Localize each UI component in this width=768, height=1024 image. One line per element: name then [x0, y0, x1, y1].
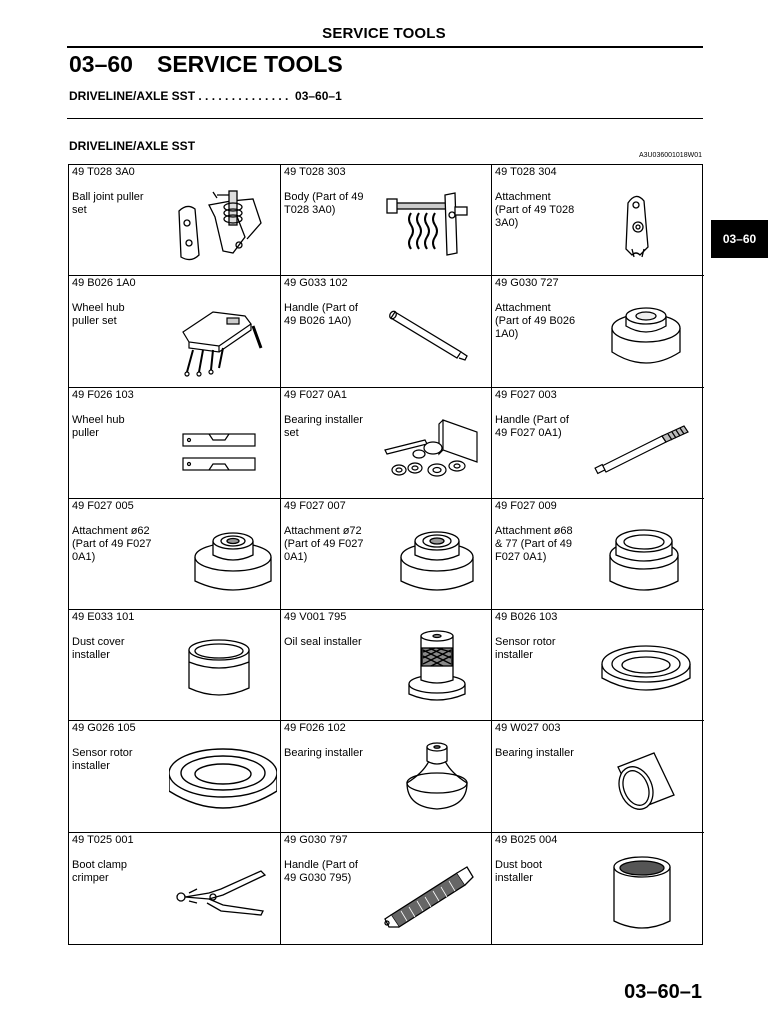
tool-part-number: 49 F027 007: [284, 499, 346, 512]
tool-part-number: 49 G030 797: [284, 833, 348, 846]
tool-cell: [69, 610, 281, 721]
tool-part-number: 49 G033 102: [284, 277, 348, 290]
tool-name: Attachment ø62 (Part of 49 F027 0A1): [72, 524, 152, 563]
page-header-title: SERVICE TOOLS: [322, 25, 446, 42]
tool-name: Attachment ø68 & 77 (Part of 49 F027 0A1): [495, 524, 573, 563]
header-rule: [67, 46, 703, 48]
page-number: 03–60–1: [624, 981, 702, 1003]
tool-name: Attachment (Part of 49 B026 1A0): [495, 302, 576, 341]
section-side-tab: 03–60: [711, 220, 768, 258]
tool-part-number: 49 T028 303: [284, 166, 346, 178]
section-divider: [67, 118, 703, 119]
tool-cell: [69, 833, 281, 944]
tool-part-number: 49 W027 003: [495, 722, 561, 735]
tool-part-number: 49 F026 102: [284, 722, 346, 735]
tool-name: Body (Part of 49 T028 3A0): [284, 191, 364, 216]
toc-entry[interactable]: DRIVELINE/AXLE SST . . . . . . . . . . . . . . 03–60–1: [69, 89, 342, 103]
tool-name: Bearing installer: [284, 747, 363, 760]
tool-part-number: 49 B026 1A0: [72, 277, 136, 290]
tool-cell: [281, 276, 492, 387]
tool-part-number: 49 G030 727: [495, 277, 559, 290]
tool-cell: [69, 165, 281, 276]
tool-part-number: 49 T028 304: [495, 166, 557, 178]
tool-name: Handle (Part of 49 F027 0A1): [495, 413, 569, 439]
tool-part-number: 49 B026 103: [495, 611, 558, 624]
tool-cell: [281, 610, 492, 721]
tool-cell: [69, 388, 281, 499]
tool-cell: [492, 388, 704, 499]
tool-cell: [281, 499, 492, 610]
section-number: 03–60: [69, 51, 133, 77]
tool-name: Sensor rotor installer: [495, 636, 556, 662]
tool-cell: [492, 165, 704, 276]
bearing-installer-icon: [381, 733, 489, 829]
wheel-hub-puller-set-icon: [169, 288, 277, 384]
tool-name: Boot clamp crimper: [72, 858, 128, 884]
knurled-handle-icon: [592, 400, 700, 496]
tool-name: Bearing installer set: [284, 413, 363, 439]
tool-cell: [69, 721, 281, 832]
tool-part-number: 49 F027 003: [495, 388, 557, 401]
tool-name: Wheel hub puller: [72, 413, 125, 439]
tool-cell: [281, 721, 492, 832]
figure-code: A3U036001018W01: [638, 152, 702, 159]
tool-part-number: 49 G026 105: [72, 722, 136, 735]
tool-name: Dust boot installer: [495, 858, 543, 884]
crimper-pliers-icon: [169, 845, 277, 941]
tool-cell: [492, 721, 704, 832]
knurled-grip-handle-icon: [381, 845, 489, 941]
attachment-72-icon: [381, 511, 489, 607]
tool-part-number: 49 B025 004: [495, 833, 558, 846]
tool-cell: [281, 165, 492, 276]
tool-cell: [281, 388, 492, 499]
section-heading: [69, 51, 343, 78]
section-title: SERVICE TOOLS: [157, 51, 343, 77]
tool-cell: [492, 610, 704, 721]
puller-attachment-icon: [592, 177, 700, 273]
tool-part-number: 49 F026 103: [72, 388, 134, 401]
tool-name: Dust cover installer: [72, 636, 125, 662]
tool-name: Ball joint puller set: [72, 191, 144, 216]
ring-attachment-icon: [592, 288, 700, 384]
tool-name: Wheel hub puller set: [72, 302, 125, 328]
tool-name: Handle (Part of 49 B026 1A0): [284, 302, 358, 328]
tool-name: Sensor rotor installer: [72, 747, 133, 773]
tool-name: Bearing installer: [495, 747, 574, 760]
service-tools-table: [68, 164, 703, 945]
bearing-installer-set-icon: [381, 400, 489, 496]
sensor-rotor-ring-icon: [592, 622, 700, 718]
tool-name: Attachment ø72 (Part of 49 F027 0A1): [284, 524, 364, 563]
oil-seal-installer-icon: [381, 622, 489, 718]
tool-cell: [281, 833, 492, 944]
tool-cell: [492, 276, 704, 387]
ball-joint-puller-icon: [169, 177, 277, 273]
tool-part-number: 49 T028 3A0: [72, 166, 135, 178]
sleeve-icon: [592, 733, 700, 829]
dust-boot-installer-icon: [592, 845, 700, 941]
puller-body-icon: [381, 177, 489, 273]
tool-part-number: 49 F027 005: [72, 499, 134, 512]
attachment-68-77-icon: [592, 511, 700, 607]
puller-plates-icon: [169, 400, 277, 496]
tool-name: Oil seal installer: [284, 636, 362, 649]
subsection-title: DRIVELINE/AXLE SST: [69, 139, 196, 153]
dust-cover-installer-icon: [169, 622, 277, 718]
tool-part-number: 49 F027 0A1: [284, 388, 347, 401]
handle-rod-icon: [381, 288, 489, 384]
tool-cell: [492, 499, 704, 610]
tool-cell: [69, 276, 281, 387]
tool-part-number: 49 T025 001: [72, 833, 134, 846]
tool-part-number: 49 V001 795: [284, 611, 347, 624]
tool-cell: [69, 499, 281, 610]
tool-part-number: 49 E033 101: [72, 611, 135, 624]
tool-name: Attachment (Part of 49 T028 3A0): [495, 191, 575, 229]
large-ring-icon: [169, 733, 277, 829]
tool-name: Handle (Part of 49 G030 795): [284, 858, 358, 884]
tool-part-number: 49 F027 009: [495, 499, 557, 512]
tool-cell: [492, 833, 704, 944]
attachment-62-icon: [169, 511, 277, 607]
